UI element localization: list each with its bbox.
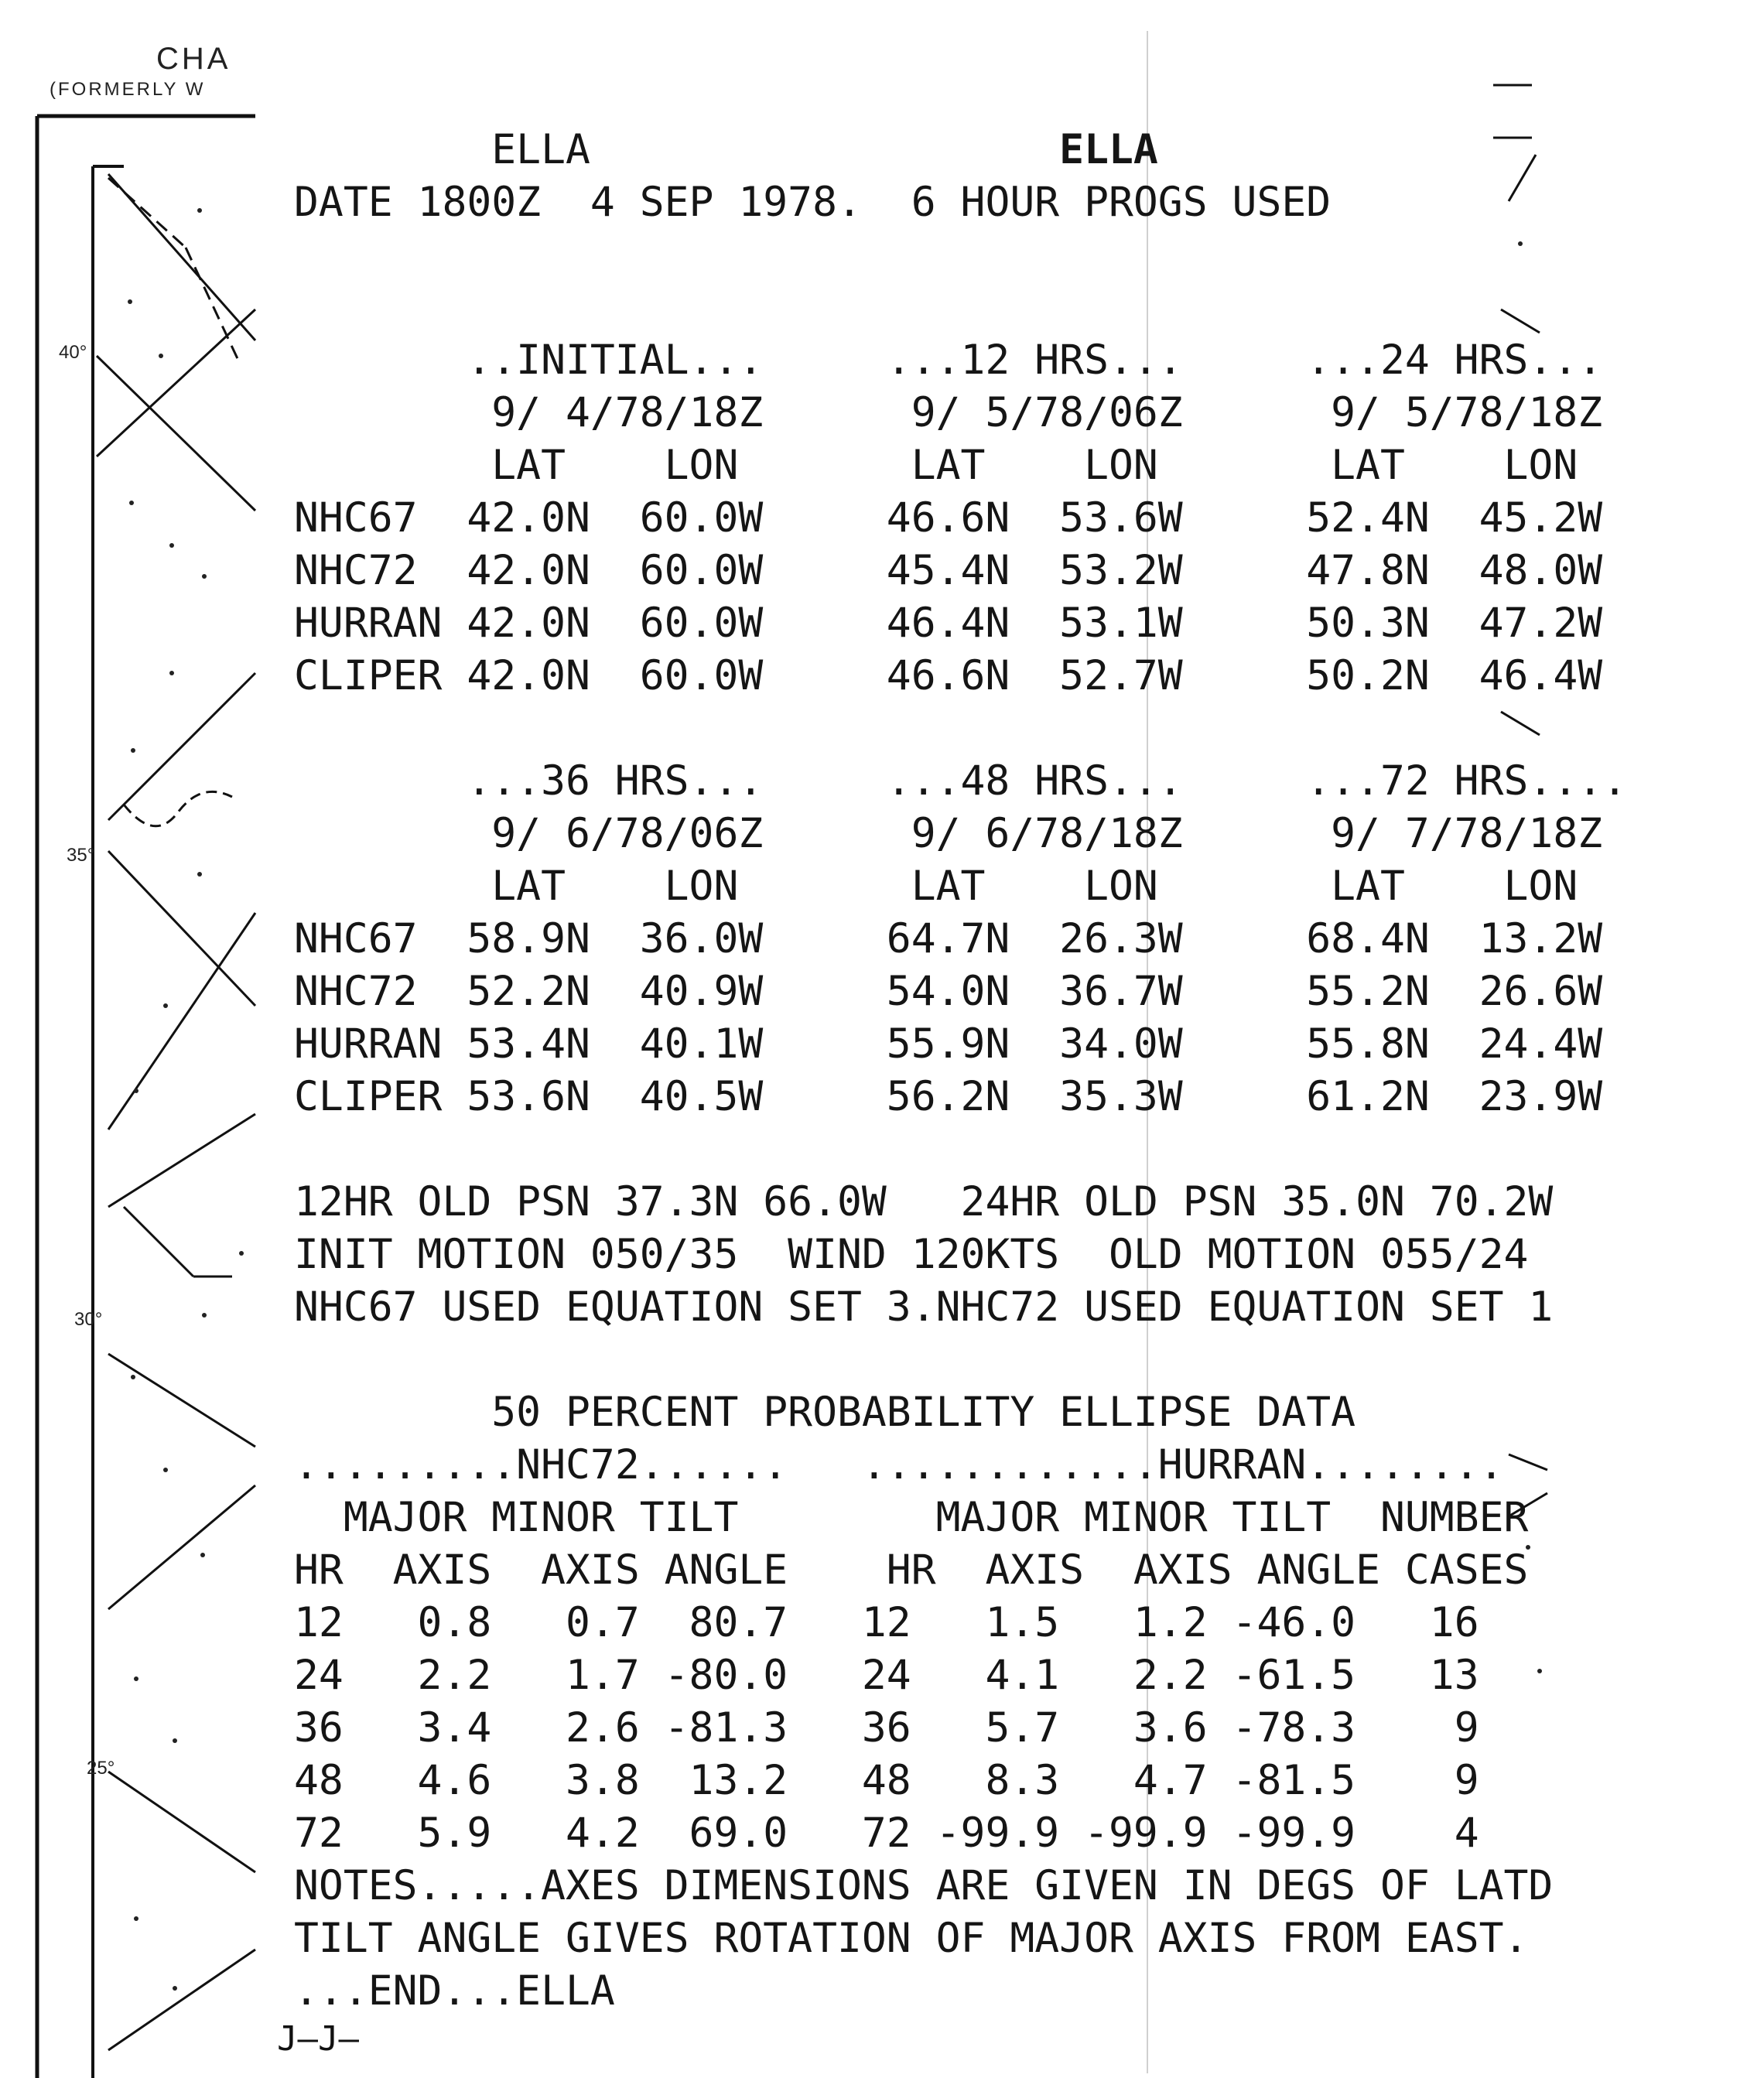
lat-value: 53.4N: [467, 1020, 590, 1068]
col-lat: LAT: [1331, 863, 1405, 910]
col-lat: LAT: [491, 442, 566, 489]
ellipse-header-2: HR AXIS AXIS ANGLE HR AXIS AXIS ANGLE CASES: [294, 1547, 1529, 1594]
col-lon: LON: [1503, 442, 1578, 489]
lat-label-35: 35°: [67, 845, 95, 866]
ellipse-header-1: MAJOR MINOR TILT MAJOR MINOR TILT NUMBER: [294, 1494, 1529, 1541]
model-name: NHC72: [294, 547, 418, 594]
lon-value: 23.9W: [1479, 1073, 1603, 1120]
lat-label-25: 25°: [87, 1758, 115, 1779]
lat-value: 56.2N: [886, 1073, 1010, 1120]
lon-value: 36.0W: [639, 915, 764, 962]
lon-value: 53.2W: [1059, 547, 1183, 594]
lon-value: 40.9W: [639, 968, 764, 1015]
block1-dates: [294, 387, 1603, 439]
init-motion-line: INIT MOTION 050/35 WIND 120KTS OLD MOTION 055/24: [294, 1231, 1529, 1278]
date-line: DATE 1800Z 4 SEP 1978. 6 HOUR PROGS USED: [294, 179, 1332, 226]
block1-periods: [294, 334, 1603, 387]
lat-value: 53.6N: [467, 1073, 590, 1120]
lat-value: 55.8N: [1306, 1020, 1430, 1068]
lat-value: 50.3N: [1306, 600, 1430, 647]
block2-periods: [294, 755, 1628, 808]
block1-table: [294, 492, 1603, 702]
lat-value: 42.0N: [467, 652, 590, 699]
lon-value: 52.7W: [1059, 652, 1183, 699]
block1-date: 9/ 5/78/06Z: [911, 389, 1183, 436]
lat-value: 68.4N: [1306, 915, 1430, 962]
col-lat: LAT: [911, 863, 986, 910]
lat-label-40: 40°: [59, 342, 87, 363]
lon-value: 34.0W: [1059, 1020, 1183, 1068]
ellipse-row-24: 24 2.2 1.7 -80.0 24 4.1 2.2 -61.5 13: [294, 1652, 1479, 1699]
lon-value: 24.4W: [1479, 1020, 1603, 1068]
lat-value: 46.6N: [886, 652, 1010, 699]
lat-value: 46.4N: [886, 600, 1010, 647]
lon-value: 35.3W: [1059, 1073, 1183, 1120]
lon-value: 60.0W: [639, 652, 764, 699]
lon-value: 40.5W: [639, 1073, 764, 1120]
block2-col-headers: [294, 860, 1578, 913]
notes-line-2: TILT ANGLE GIVES ROTATION OF MAJOR AXIS FROM EAST.: [294, 1915, 1529, 1962]
lat-value: 47.8N: [1306, 547, 1430, 594]
lat-value: 58.9N: [467, 915, 590, 962]
lat-value: 52.4N: [1306, 494, 1430, 542]
col-lat: LAT: [491, 863, 566, 910]
lon-value: 13.2W: [1479, 915, 1603, 962]
lat-value: 45.4N: [886, 547, 1010, 594]
ellipse-row-12: 12 0.8 0.7 80.7 12 1.5 1.2 -46.0 16: [294, 1599, 1479, 1646]
lat-value: 42.0N: [467, 494, 590, 542]
storm-name-right: ELLA: [1059, 126, 1158, 173]
forecast-row-hurran: [294, 597, 1603, 650]
ellipse-row-36: 36 3.4 2.6 -81.3 36 5.7 3.6 -78.3 9: [294, 1704, 1479, 1752]
model-name: CLIPER: [294, 652, 443, 699]
old-position-line: 12HR OLD PSN 37.3N 66.0W 24HR OLD PSN 35.0N 70.2W: [294, 1178, 1554, 1225]
lon-value: 48.0W: [1479, 547, 1603, 594]
ellipse-row-48: 48 4.6 3.8 13.2 48 8.3 4.7 -81.5 9: [294, 1757, 1479, 1804]
block2-dates: [294, 808, 1603, 860]
col-lat: LAT: [1331, 442, 1405, 489]
block1-period-12: ...12 HRS...: [886, 337, 1183, 384]
ellipse-title-text: 50 PERCENT PROBABILITY ELLIPSE DATA: [491, 1389, 1356, 1436]
lat-value: 61.2N: [1306, 1073, 1430, 1120]
lat-value: 55.9N: [886, 1020, 1010, 1068]
lon-value: 36.7W: [1059, 968, 1183, 1015]
lon-value: 60.0W: [639, 600, 764, 647]
block1-col-headers: [294, 439, 1578, 492]
ellipse-title: [294, 1386, 1547, 1439]
forecast-row-nhc67: [294, 492, 1603, 545]
block2-period-48: ...48 HRS...: [886, 757, 1183, 805]
col-lon: LON: [1084, 863, 1158, 910]
lon-value: 60.0W: [639, 494, 764, 542]
forecast-row-cliper: [294, 650, 1603, 702]
lon-value: 46.4W: [1479, 652, 1603, 699]
model-name: HURRAN: [294, 600, 443, 647]
lat-value: 46.6N: [886, 494, 1010, 542]
storm-name-row: [294, 124, 1547, 176]
ellipse-row-72: 72 5.9 4.2 69.0 72 -99.9 -99.9 -99.9 4: [294, 1810, 1479, 1857]
block2-date: 9/ 6/78/18Z: [911, 810, 1183, 857]
block1-date: 9/ 4/78/18Z: [491, 389, 764, 436]
forecast-row-cliper: [294, 1071, 1603, 1123]
lon-value: 40.1W: [639, 1020, 764, 1068]
lon-value: 53.1W: [1059, 600, 1183, 647]
block2-table: [294, 913, 1603, 1123]
col-lon: LON: [1084, 442, 1158, 489]
notes-line-1: NOTES.....AXES DIMENSIONS ARE GIVEN IN DEGS OF LATD: [294, 1862, 1554, 1909]
block2-period-36: ...36 HRS...: [467, 757, 764, 805]
model-name: NHC72: [294, 968, 418, 1015]
col-lon: LON: [664, 442, 739, 489]
forecast-printout: [294, 124, 1628, 2018]
ellipse-groups: .........NHC72...... ............HURRAN........: [294, 1441, 1504, 1488]
col-lon: LON: [664, 863, 739, 910]
block1-period-initial: ..INITIAL...: [467, 337, 764, 384]
lat-value: 42.0N: [467, 547, 590, 594]
model-name: NHC67: [294, 494, 418, 542]
lat-value: 50.2N: [1306, 652, 1430, 699]
forecast-row-nhc72: [294, 545, 1603, 597]
lon-value: 47.2W: [1479, 600, 1603, 647]
lat-value: 54.0N: [886, 968, 1010, 1015]
model-name: NHC67: [294, 915, 418, 962]
forecast-row-nhc72: [294, 966, 1603, 1018]
lat-value: 55.2N: [1306, 968, 1430, 1015]
col-lon: LON: [1503, 863, 1578, 910]
lon-value: 26.6W: [1479, 968, 1603, 1015]
equation-set-line: NHC67 USED EQUATION SET 3.NHC72 USED EQUATION SET 1: [294, 1283, 1554, 1331]
block2-period-72: ...72 HRS....: [1306, 757, 1628, 805]
forecast-row-hurran: [294, 1018, 1603, 1071]
lon-value: 45.2W: [1479, 494, 1603, 542]
block2-date: 9/ 6/78/06Z: [491, 810, 764, 857]
lon-value: 26.3W: [1059, 915, 1183, 962]
signature-mark: J—J—: [277, 2019, 359, 2059]
col-lat: LAT: [911, 442, 986, 489]
lon-value: 53.6W: [1059, 494, 1183, 542]
lat-value: 42.0N: [467, 600, 590, 647]
lon-value: 60.0W: [639, 547, 764, 594]
storm-name-left: ELLA: [491, 126, 590, 173]
chart-subtitle: (FORMERLY W: [50, 79, 206, 100]
block2-date: 9/ 7/78/18Z: [1331, 810, 1603, 857]
end-line: ...END...ELLA: [294, 1967, 615, 2015]
forecast-row-nhc67: [294, 913, 1603, 966]
lat-value: 64.7N: [886, 915, 1010, 962]
chart-title: CHA: [156, 42, 231, 76]
block1-period-24: ...24 HRS...: [1306, 337, 1603, 384]
lat-value: 52.2N: [467, 968, 590, 1015]
model-name: CLIPER: [294, 1073, 443, 1120]
block1-date: 9/ 5/78/18Z: [1331, 389, 1603, 436]
lat-label-30: 30°: [74, 1309, 103, 1330]
model-name: HURRAN: [294, 1020, 443, 1068]
